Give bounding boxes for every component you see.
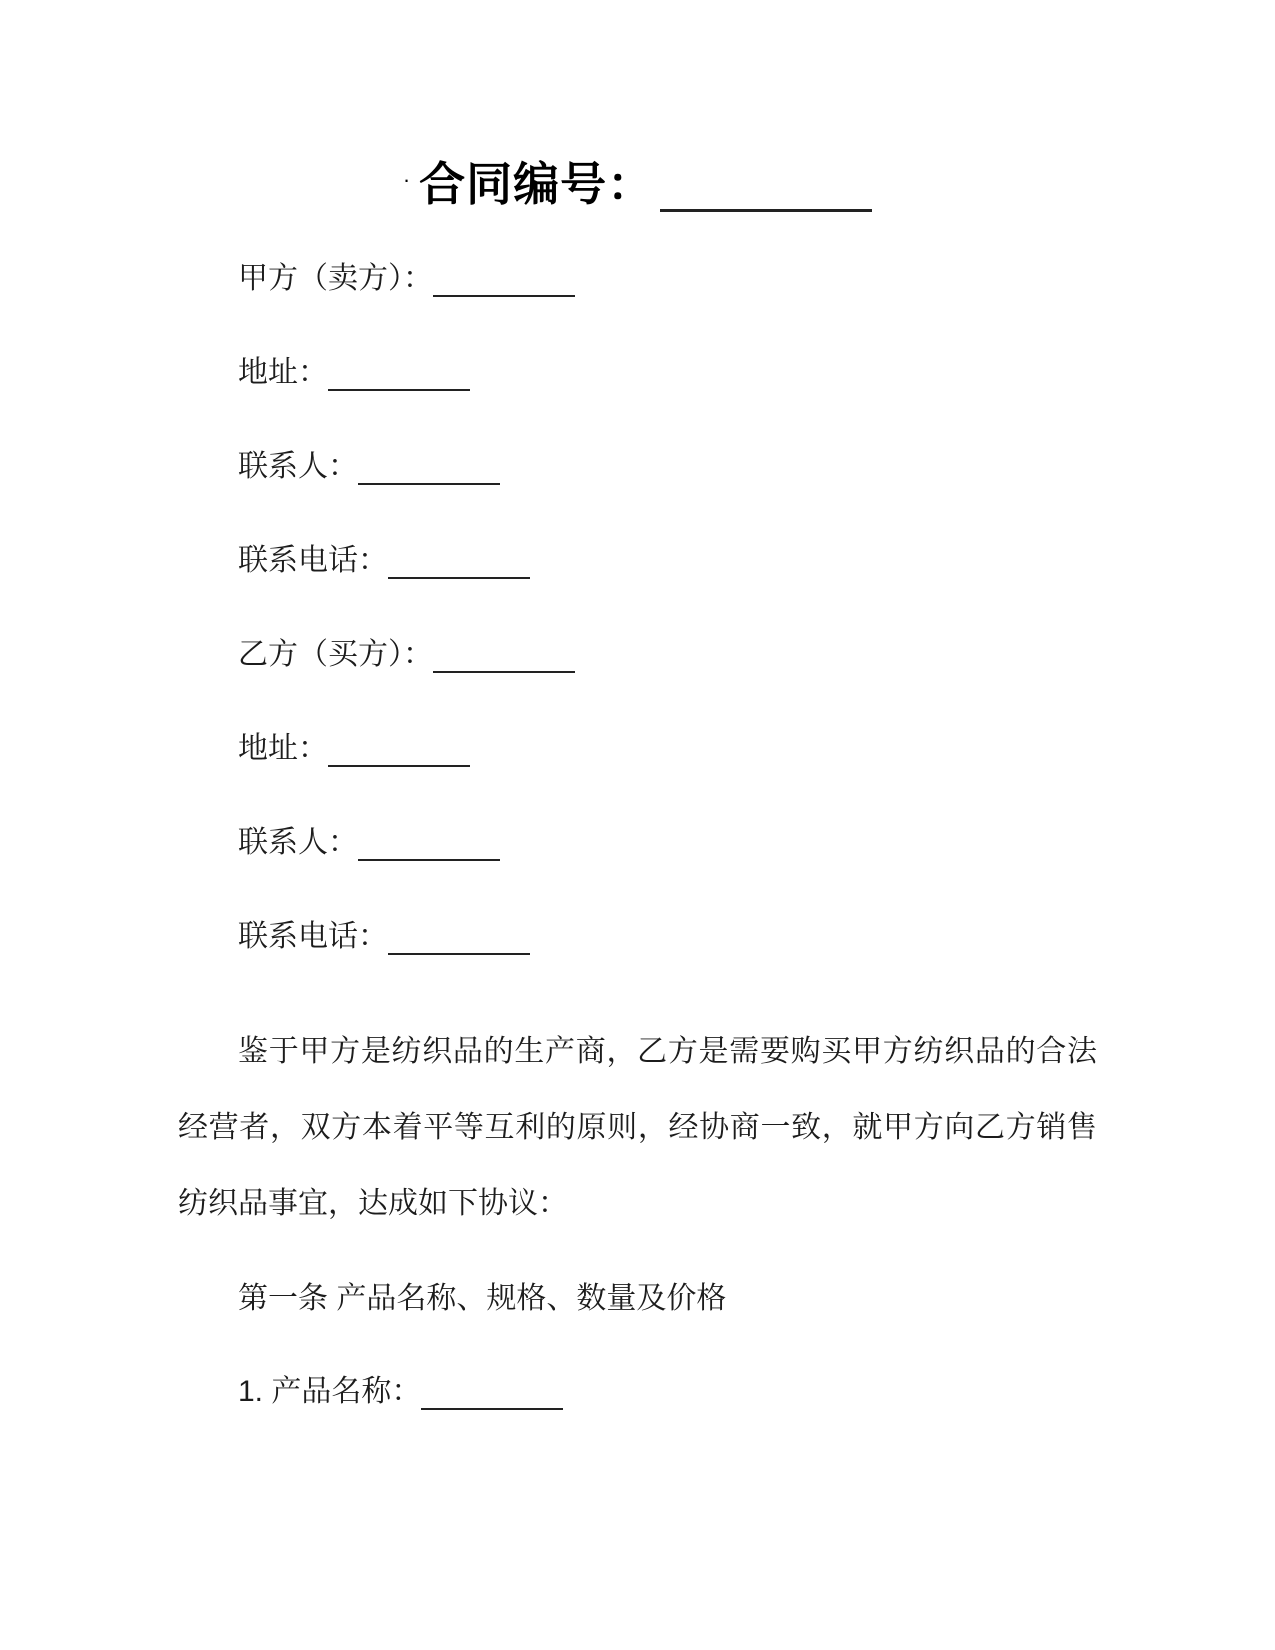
clause-1-heading: 第一条 产品名称、规格、数量及价格 — [238, 1282, 727, 1315]
blank-line — [358, 453, 500, 485]
page-title — [178, 150, 1097, 214]
field-party-b-buyer — [178, 638, 1097, 673]
field-label: 联系人： — [238, 450, 358, 483]
field-party-b-contact-person — [178, 826, 1097, 861]
field-party-a-seller — [178, 262, 1097, 297]
field-label: 地址： — [238, 732, 328, 765]
field-label: 甲方（卖方）： — [238, 262, 433, 295]
field-party-b-contact-phone — [178, 920, 1097, 955]
blank-line — [433, 265, 575, 297]
field-party-b-address — [178, 732, 1097, 767]
contract-number-blank-line — [660, 163, 872, 212]
blank-line — [421, 1378, 563, 1410]
preamble-paragraph: 鉴于甲方是纺织品的生产商，乙方是需要购买甲方纺织品的合法经营者，双方本着平等互利的原则，经协商一致，就甲方向乙方销售纺织品事宜，达成如下协议： — [178, 1035, 1097, 1220]
field-label: 地址： — [238, 356, 328, 389]
field-label: 联系人： — [238, 826, 358, 859]
blank-line — [328, 359, 470, 391]
item-1-product-name — [178, 1375, 1097, 1410]
blank-line — [328, 735, 470, 767]
field-party-a-contact-person — [178, 450, 1097, 485]
contract-number-label: 合同编号： — [419, 158, 655, 210]
field-party-a-contact-phone — [178, 544, 1097, 579]
field-label: 乙方（买方）： — [238, 638, 433, 671]
blank-line — [358, 829, 500, 861]
blank-line — [388, 547, 530, 579]
blank-line — [433, 641, 575, 673]
field-label: 联系电话： — [238, 920, 388, 953]
item-label: 1. 产品名称： — [238, 1375, 422, 1408]
title-bullet-dot: · — [402, 167, 412, 192]
blank-line — [388, 923, 530, 955]
field-party-a-address — [178, 356, 1097, 391]
field-label: 联系电话： — [238, 544, 388, 577]
